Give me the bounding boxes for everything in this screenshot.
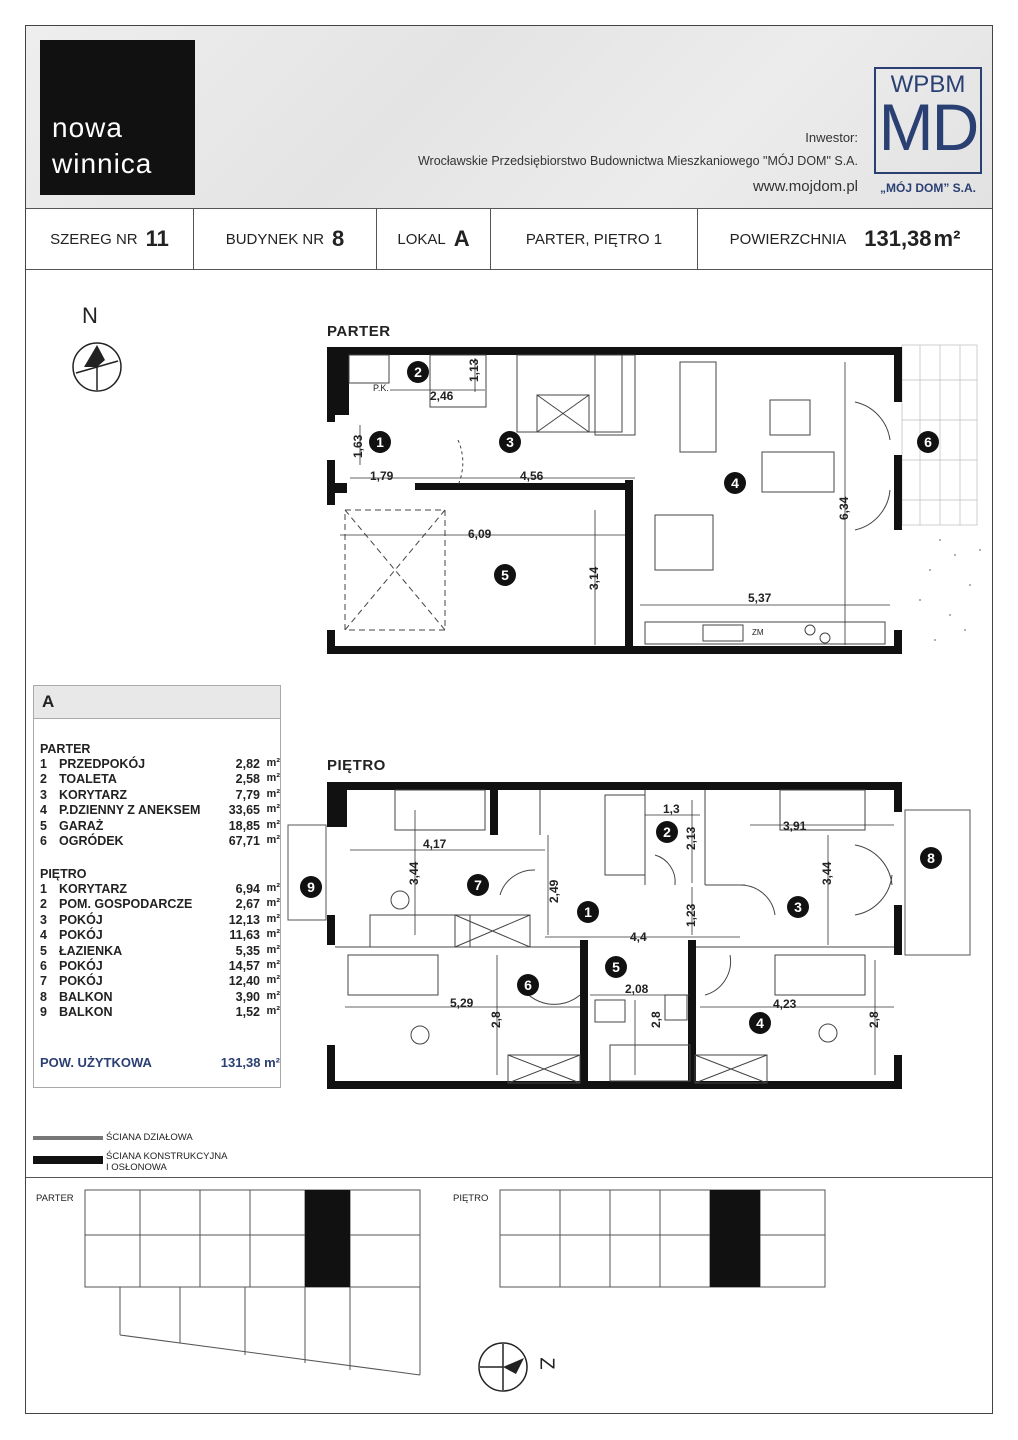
lokal-value: A (453, 226, 470, 251)
pietro-floor-plan (280, 775, 980, 1095)
legend-room-unit: m² (266, 757, 280, 769)
brand-logo (40, 40, 195, 195)
legend-room-name: OGRÓDEK (59, 834, 124, 848)
legend-room-area: 67,71 (228, 834, 260, 848)
wpbm-logo-top: WPBM (890, 71, 966, 98)
zm-label: ZM (752, 628, 764, 637)
pietro-room-marker-7: 7 (474, 877, 482, 893)
parter-dim-text: 1,79 (370, 469, 394, 483)
legend-room-area: 6,94 (235, 882, 260, 896)
legend-room-name: BALKON (59, 989, 113, 1004)
legend-room-row (40, 757, 280, 772)
legend-room-name: POKÓJ (59, 928, 103, 943)
legend-room-unit: m² (266, 959, 280, 971)
legend-room-nr: 4 (40, 928, 47, 943)
legend-room-row (40, 803, 280, 818)
pietro-room-marker-3: 3 (794, 899, 802, 915)
pietro-dim-text: 4,23 (773, 997, 797, 1011)
pietro-plan-title: PIĘTRO (327, 757, 386, 774)
parter-room-marker-6: 6 (924, 434, 932, 450)
legend-room-row (40, 974, 280, 989)
legend-title: A (34, 686, 280, 719)
compass-north-icon (70, 340, 124, 394)
legend-room-name: BALKON (59, 1005, 113, 1020)
area-value: 131,38 (864, 226, 932, 251)
legend-room-name: KORYTARZ (59, 787, 128, 802)
pietro-dim-text: 3,44 (820, 861, 834, 885)
budynek-cell (194, 209, 377, 269)
legend-room-name: KORYTARZ (59, 882, 128, 896)
legend-room-name: POKÓJ (59, 974, 103, 989)
legend-room-nr: 2 (40, 897, 47, 912)
legend-room-name: POM. GOSPODARCZE (59, 897, 193, 912)
pietro-outer-walls (327, 782, 902, 1089)
legend-room-unit: m² (266, 928, 280, 941)
brand-line-2: winnica (52, 148, 153, 179)
parter-dim-text: 6,34 (837, 496, 851, 520)
pietro-room-marker-5: 5 (612, 959, 620, 975)
legend-pietro-title: PIĘTRO (40, 867, 87, 881)
szereg-cell (26, 209, 194, 269)
parter-room-marker-1: 1 (376, 434, 384, 450)
legend-room-area: 2,58 (235, 772, 260, 787)
parter-dim-text: 3,14 (587, 566, 601, 590)
key-plan-pietro (495, 1185, 835, 1295)
area-unit: m² (933, 226, 961, 251)
investor-label: Inwestor: (805, 130, 858, 145)
legend-room-row (40, 897, 280, 912)
floors-cell (491, 209, 698, 269)
garden-area (902, 345, 977, 525)
legend-room-name: GARAŻ (59, 818, 104, 833)
legend-room-area: 5,35 (235, 943, 260, 958)
legend-room-row (40, 990, 280, 1005)
parter-dim-text: 2,46 (430, 389, 454, 403)
parter-dim-text: 5,37 (748, 591, 772, 605)
legend-room-area: 12,13 (228, 912, 260, 927)
parter-room-marker-4: 4 (731, 475, 739, 491)
legend-room-name: POKÓJ (59, 959, 103, 973)
legend-parter-title: PARTER (40, 742, 91, 756)
legend-room-unit: m² (266, 834, 280, 846)
pietro-dim-text: 3,91 (783, 819, 807, 833)
legend-room-unit: m² (266, 803, 280, 816)
legend-room-nr: 6 (40, 834, 47, 848)
szereg-label: SZEREG NR (50, 230, 138, 248)
pietro-room-marker-4: 4 (756, 1015, 764, 1031)
legend-room-area: 1,52 (235, 1005, 260, 1020)
legend-room-nr: 8 (40, 989, 47, 1004)
lokal-cell (377, 209, 491, 269)
parter-room-marker-5: 5 (501, 567, 509, 583)
legend-room-area: 11,63 (229, 928, 260, 943)
legend-room-unit: m² (266, 897, 280, 910)
pietro-dim-text: 2,13 (684, 826, 698, 850)
wpbm-logo-subtitle: „MÓJ DOM” S.A. (879, 181, 976, 195)
pietro-markers (300, 821, 942, 1034)
legend-room-name: POKÓJ (59, 912, 103, 927)
legend-room-nr: 7 (40, 974, 47, 989)
pietro-dim-text: 2,8 (489, 1011, 503, 1028)
parter-dimension-lines (340, 358, 890, 645)
wpbm-logo-md: MD (878, 90, 978, 164)
legend-room-nr: 9 (40, 1005, 47, 1020)
legend-room-area: 18,85 (228, 818, 260, 833)
legend-room-nr: 4 (40, 803, 47, 818)
pietro-dim-text: 4,17 (423, 837, 447, 851)
parter-dim-text: 1,13 (467, 358, 481, 382)
pietro-room-marker-1: 1 (584, 904, 592, 920)
legend-room-row (40, 772, 280, 787)
wall-legend-structural-2: I OSŁONOWA (106, 1162, 167, 1173)
lokal-label: LOKAL (397, 230, 446, 248)
legend-room-row (40, 834, 280, 849)
legend-room-name: TOALETA (59, 772, 117, 787)
legend-room-nr: 2 (40, 772, 47, 787)
investor-name: Wrocławskie Przedsiębiorstwo Budownictwa Mieszkaniowego "MÓJ DOM" S.A. (417, 154, 858, 168)
legend-room-unit: m² (266, 818, 280, 831)
parter-dim-text: 1,63 (351, 434, 365, 458)
legend-room-unit: m² (266, 912, 280, 925)
legend-room-unit: m² (266, 943, 280, 956)
parter-dim-text: 6,09 (468, 527, 492, 541)
pietro-dim-text: 3,44 (407, 861, 421, 885)
floors-value: PARTER, PIĘTRO 1 (525, 230, 663, 248)
pietro-room-marker-6: 6 (524, 977, 532, 993)
legend-room-unit: m² (266, 1005, 280, 1018)
pietro-dim-text: 1,3 (663, 802, 680, 816)
key-plan-pietro-highlight (710, 1190, 760, 1287)
parter-room-marker-2: 2 (414, 364, 422, 380)
legend-room-nr: 5 (40, 943, 47, 958)
legend-room-unit: m² (266, 772, 280, 785)
legend-room-area: 33,65 (228, 803, 260, 818)
area-cell (698, 209, 992, 269)
legend-room-nr: 3 (40, 912, 47, 927)
legend-room-unit: m² (266, 989, 280, 1002)
legend-room-unit: m² (266, 974, 280, 987)
legend-room-nr: 1 (40, 757, 47, 771)
parter-outer-walls (327, 347, 902, 654)
unit-info-bar (26, 208, 992, 270)
legend-total-value: 131,38 m² (220, 1055, 280, 1070)
parter-markers (369, 361, 939, 586)
legend-room-name: P.DZIENNY Z ANEKSEM (59, 803, 201, 818)
legend-total-label: POW. UŻYTKOWA (40, 1055, 152, 1070)
brand-line-1: nowa (52, 112, 123, 143)
legend-room-row (40, 928, 280, 943)
balconies (288, 810, 970, 955)
key-plan-pietro-label: PIĘTRO (453, 1193, 489, 1204)
legend-room-nr: 5 (40, 818, 47, 833)
pietro-room-marker-8: 8 (927, 850, 935, 866)
legend-room-row (40, 882, 280, 897)
legend-room-unit: m² (266, 787, 280, 800)
wall-legend-swatches (33, 1133, 108, 1168)
wpbm-logo (874, 67, 982, 174)
key-plan-parter-highlight (305, 1190, 350, 1287)
legend-room-area: 7,79 (235, 787, 260, 802)
legend-room-row (40, 788, 280, 803)
pietro-room-marker-2: 2 (663, 824, 671, 840)
legend-room-nr: 3 (40, 787, 47, 802)
legend-room-row (40, 819, 280, 834)
legend-room-nr: 6 (40, 959, 47, 973)
parter-plan-title: PARTER (327, 323, 391, 340)
key-plan-parter-label: PARTER (36, 1193, 74, 1204)
parter-interior (345, 355, 890, 644)
key-plan-parter (80, 1185, 430, 1385)
pietro-dim-text: 5,29 (450, 996, 474, 1010)
area-label: POWIERZCHNIA (729, 230, 847, 248)
pietro-dim-text: 2,08 (625, 982, 649, 996)
pietro-dim-text: 2,49 (547, 879, 561, 903)
legend-room-row (40, 944, 280, 959)
legend-room-row (40, 1005, 280, 1020)
parter-dim-text: 4,56 (520, 469, 544, 483)
pietro-dim-text: 1,23 (684, 903, 698, 927)
compass-key-plan-icon (476, 1340, 530, 1394)
pietro-interior (335, 790, 894, 1083)
szereg-value: 11 (145, 226, 169, 251)
lawn-area (919, 539, 981, 641)
legend-room-area: 2,67 (235, 897, 260, 912)
pietro-dim-text: 2,8 (867, 1011, 881, 1028)
key-plan-direction-label: Z (535, 1357, 558, 1370)
legend-room-nr: 1 (40, 882, 47, 896)
parter-room-marker-3: 3 (506, 434, 514, 450)
key-plan-divider (26, 1177, 992, 1178)
legend-room-unit: m² (266, 882, 280, 894)
area-legend (33, 685, 281, 1088)
legend-room-name: PRZEDPOKÓJ (59, 757, 146, 771)
north-label: N (82, 303, 98, 328)
wall-legend-structural-1: ŚCIANA KONSTRUKCYJNA (106, 1151, 228, 1162)
pietro-room-marker-9: 9 (307, 879, 315, 895)
pietro-dim-text: 4,4 (630, 930, 647, 944)
legend-room-name: ŁAZIENKA (59, 943, 123, 958)
budynek-label: BUDYNEK NR (225, 230, 325, 248)
pk-label: P.K. (373, 383, 389, 393)
legend-room-area: 12,40 (228, 974, 260, 989)
legend-room-area: 14,57 (228, 959, 260, 973)
legend-room-area: 2,82 (235, 757, 260, 771)
legend-room-row (40, 959, 280, 974)
parter-floor-plan (300, 340, 1000, 665)
budynek-value: 8 (332, 226, 345, 251)
pietro-dim-text: 2,8 (649, 1011, 663, 1028)
wall-legend-partition: ŚCIANA DZIAŁOWA (106, 1132, 193, 1143)
investor-website[interactable]: www.mojdom.pl (752, 178, 858, 195)
legend-total (40, 1055, 280, 1070)
legend-room-area: 3,90 (235, 989, 260, 1004)
legend-room-row (40, 913, 280, 928)
